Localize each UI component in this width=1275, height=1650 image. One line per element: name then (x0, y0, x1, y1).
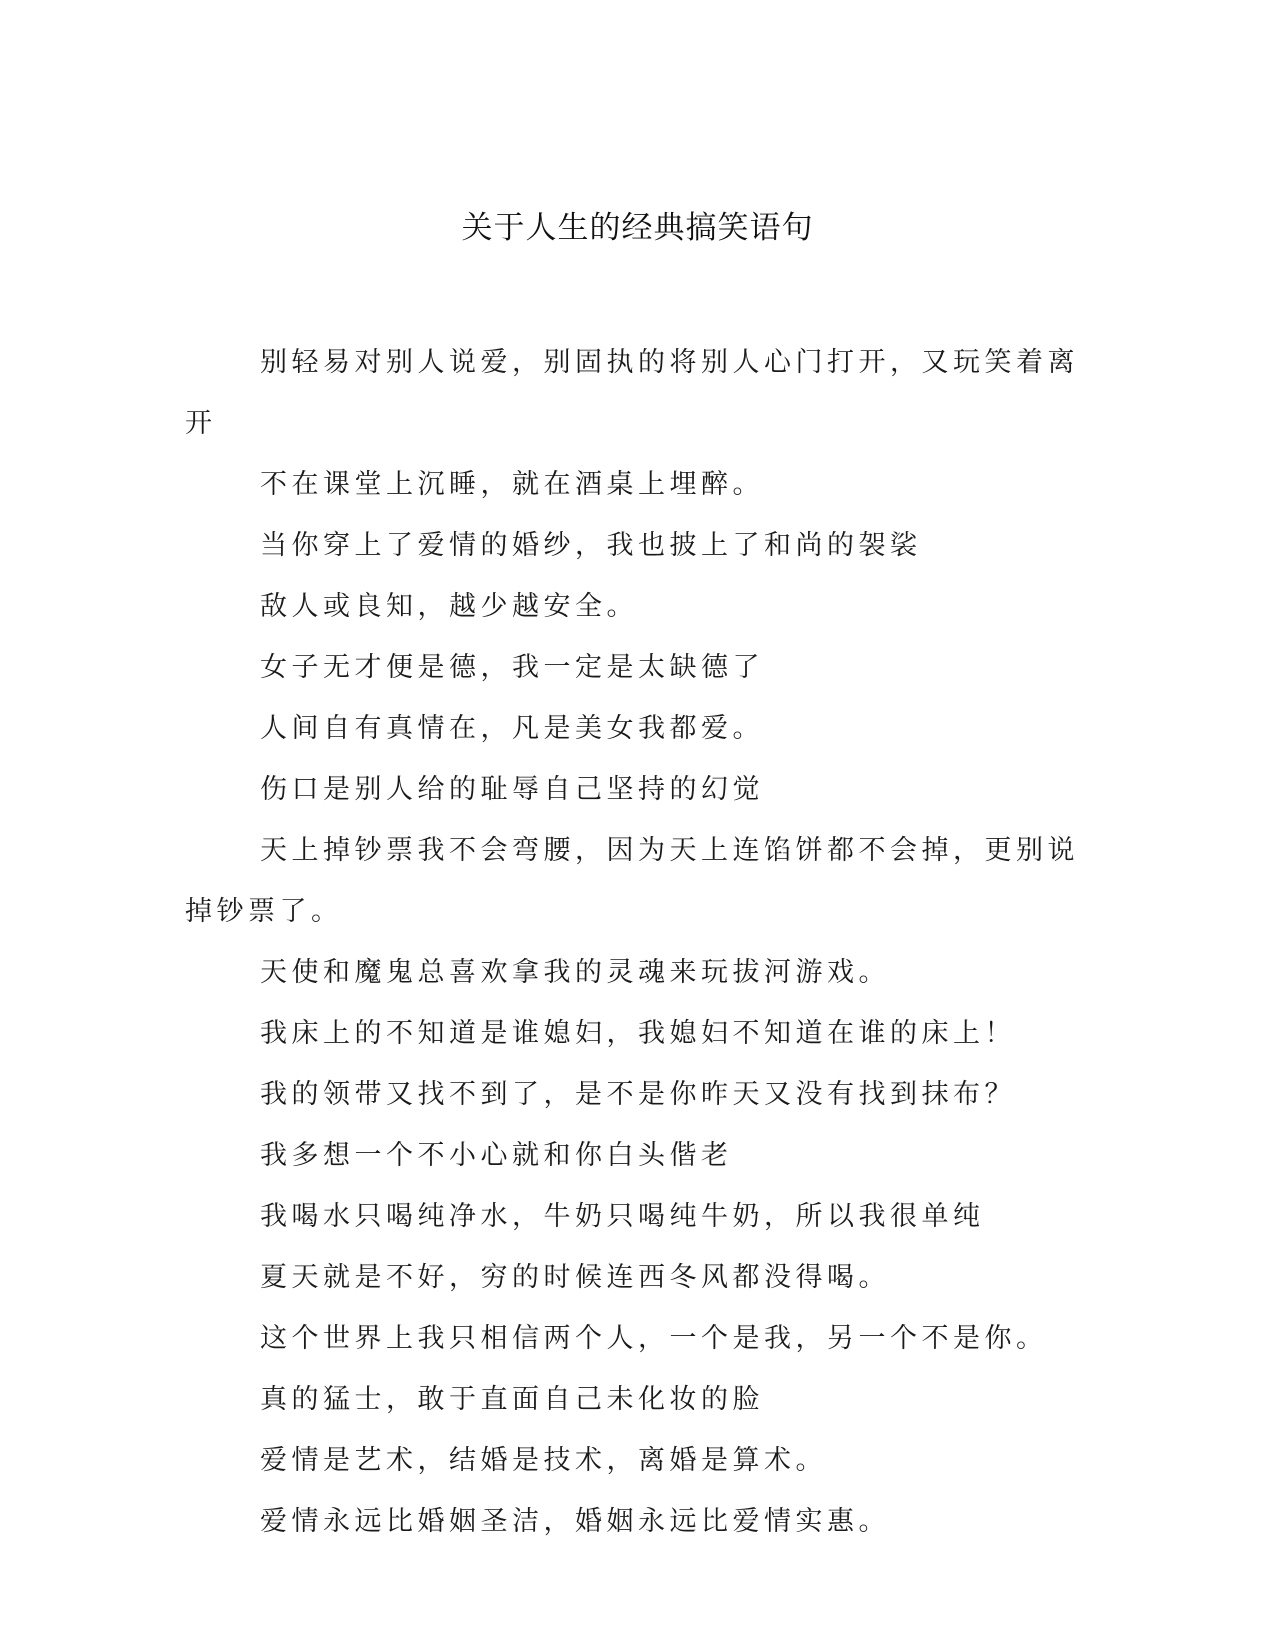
paragraph: 我床上的不知道是谁媳妇，我媳妇不知道在谁的床上！ (260, 1018, 1016, 1049)
paragraph: 这个世界上我只相信两个人，一个是我，另一个不是你。 (260, 1323, 1048, 1354)
paragraph: 爱情是艺术，结婚是技术，离婚是算术。 (260, 1445, 827, 1476)
paragraph: 女子无才便是德，我一定是太缺德了 (260, 652, 764, 683)
document-body (185, 332, 1090, 1552)
paragraph: 天上掉钞票我不会弯腰，因为天上连馅饼都不会掉，更别说掉钞票了。 (185, 835, 1079, 927)
paragraph: 我喝水只喝纯净水，牛奶只喝纯牛奶，所以我很单纯 (260, 1201, 985, 1232)
document-title: 关于人生的经典搞笑语句 (461, 210, 814, 246)
paragraph: 当你穿上了爱情的婚纱，我也披上了和尚的袈裟 (260, 530, 922, 561)
paragraph: 人间自有真情在，凡是美女我都爱。 (260, 713, 764, 744)
paragraph: 伤口是别人给的耻辱自己坚持的幻觉 (260, 774, 764, 805)
paragraph: 天使和魔鬼总喜欢拿我的灵魂来玩拔河游戏。 (260, 957, 890, 988)
paragraph: 夏天就是不好，穷的时候连西冬风都没得喝。 (260, 1262, 890, 1293)
paragraph: 不在课堂上沉睡，就在酒桌上埋醉。 (260, 469, 764, 500)
paragraph: 我多想一个不小心就和你白头偕老 (260, 1140, 733, 1171)
paragraph: 敌人或良知，越少越安全。 (260, 591, 638, 622)
paragraph: 别轻易对别人说爱，别固执的将别人心门打开，又玩笑着离开 (185, 347, 1079, 439)
paragraph: 真的猛士，敢于直面自己未化妆的脸 (260, 1384, 764, 1415)
paragraph: 我的领带又找不到了，是不是你昨天又没有找到抹布？ (260, 1079, 1016, 1110)
paragraph: 爱情永远比婚姻圣洁，婚姻永远比爱情实惠。 (260, 1506, 890, 1537)
